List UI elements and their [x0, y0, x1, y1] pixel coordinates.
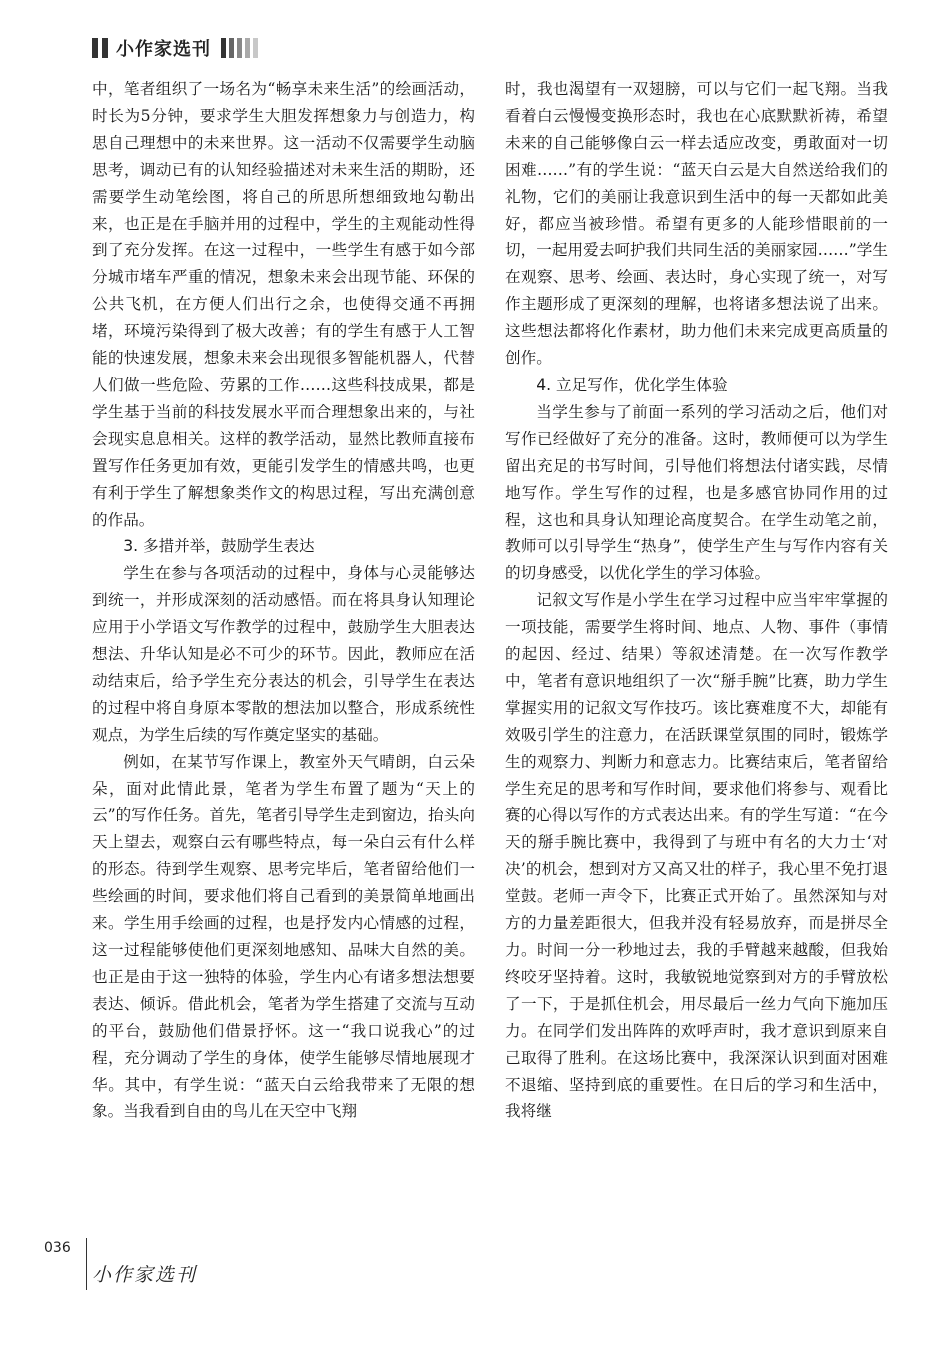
header-bars-icon	[92, 38, 108, 58]
gradient-bar	[253, 38, 258, 58]
magazine-title: 小作家选刊	[116, 39, 211, 60]
page-number: 036	[44, 1240, 71, 1256]
paragraph: 例如，在某节写作课上，教室外天气晴朗，白云朵朵，面对此情此景，笔者为学生布置了题为“天上的云”的写作任务。首先，笔者引导学生走到窗边，抬头向天上望去，观察白云有哪些特点，每一朵白云有什么样的形态。待到学生观察、思考完毕后，笔者留给他们一些绘画的时间，要求他们将自己看到的美景简单地画出来。学生用手绘画的过程，也是抒发内心情感的过程，这一过程能够使他们更深刻地感知、品味大自然的美。也正是由于这一独特的体验，学生内心有诸多想法想要表达、倾诉。借此机会，笔者为学生搭建了交流与互动的平台，鼓励他们借景抒怀。这一“我口说我心”的过程，充分调动了学生的身体，使学生能够尽情地展现才华。其中，有学生说：“蓝天白云给我带来了无限的想象。当我看到自由的鸟儿在天空中飞翔	[92, 752, 475, 1121]
footer-divider	[86, 1238, 87, 1290]
left-column	[92, 76, 475, 1125]
paragraph: 时，我也渴望有一双翅膀，可以与它们一起飞翔。当我看着白云慢慢变换形态时，我也在心底默默祈祷，希望未来的自己能够像白云一样去适应改变，勇敢面对一切困难……”有的学生说：“蓝天白云是大自然送给我们的礼物，它们的美丽让我意识到生活中的每一天都如此美好，都应当被珍惜。希望有更多的人能珍惜眼前的一切，一起用爱去呵护我们共同生活的美丽家园……”学生在观察、思考、绘画、表达时，身心实现了统一，对写作主题形成了更深刻的理解，也将诸多想法说了出来。这些想法都将化作素材，助力他们未来完成更高质量的创作。	[505, 80, 888, 368]
gradient-bar	[221, 38, 226, 58]
gradient-bar	[237, 38, 242, 58]
paragraph: 学生在参与各项活动的过程中，身体与心灵能够达到统一，并形成深刻的活动感悟。而在将具身认知理论应用于小学语文写作教学的过程中，鼓励学生大胆表达想法、升华认知是必不可少的环节。因此，教师应在活动结束后，给予学生充分表达的机会，引导学生在表达的过程中将自身原本零散的想法加以整合，形成系统性观点，为学生后续的写作奠定坚实的基础。	[92, 564, 475, 744]
header-gradient-bars-icon	[221, 38, 258, 58]
paragraph: 当学生参与了前面一系列的学习活动之后，他们对写作已经做好了充分的准备。这时，教师便可以为学生留出充足的书写时间，引导他们将想法付诸实践，尽情地写作。学生写作的过程，也是多感官协同作用的过程，这也和具身认知理论高度契合。在学生动笔之前，教师可以引导学生“热身”，使学生产生与写作内容有关的切身感受，以优化学生的学习体验。	[505, 402, 888, 583]
paragraph: 中，笔者组织了一场名为“畅享未来生活”的绘画活动，时长为5分钟，要求学生大胆发挥想象力与创造力，构思自己理想中的未来世界。这一活动不仅需要学生动脑思考，调动已有的认知经验描述对未来生活的期盼，还需要学生动笔绘图，将自己的所思所想细致地勾勒出来，也正是在手脑并用的过程中，学生的主观能动性得到了充分发挥。在这一过程中，一些学生有感于如今部分城市堵车严重的情况，想象未来会出现节能、环保的公共飞机，在方便人们出行之余，也使得交通不再拥堵，环境污染得到了极大改善；有的学生有感于人工智能的快速发展，想象未来会出现很多智能机器人，代替人们做一些危险、劳累的工作……这些科技成果，都是学生基于当前的科技发展水平而合理想象出来的，与社会现实息息相关。这样的教学活动，显然比教师直接布置写作任务更加有效，更能引发学生的情感共鸣，也更有利于学生了解想象类作文的构思过程，写出充满创意的作品。	[92, 80, 475, 529]
gradient-bar	[229, 38, 234, 58]
right-column	[505, 76, 888, 1125]
footer-logo: 小作家选刊	[92, 1264, 198, 1286]
section-heading-4: 4. 立足写作，优化学生体验	[536, 375, 728, 394]
running-header	[92, 36, 258, 60]
paragraph: 记叙文写作是小学生在学习过程中应当牢牢掌握的一项技能，需要学生将时间、地点、人物、事件（事情的起因、经过、结果）等叙述清楚。在一次写作教学中，笔者有意识地组织了一次“掰手腕”比赛，助力学生掌握实用的记叙文写作技巧。该比赛难度不大，却能有效吸引学生的注意力，在活跃课堂氛围的同时，锻炼学生的观察力、判断力和意志力。比赛结束后，笔者留给学生充足的思考和写作时间，要求他们将参与、观看比赛的心得以写作的方式表达出来。有的学生写道：“在今天的掰手腕比赛中，我得到了与班中有名的大力士‘对决’的机会，想到对方又高又壮的样子，我心里不免打退堂鼓。老师一声令下，比赛正式开始了。虽然深知与对方的力量差距很大，但我并没有轻易放弃，而是拼尽全力。时间一分一秒地过去，我的手臂越来越酸，但我始终咬牙坚持着。这时，我敏锐地觉察到对方的手臂放松了一下，于是抓住机会，用尽最后一丝力气向下施加压力。在同学们发出阵阵的欢呼声时，我才意识到原来自己取得了胜利。在这场比赛中，我深深认识到面对困难不退缩、坚持到底的重要性。在日后的学习和生活中，我将继	[505, 591, 888, 1121]
section-heading-3: 3. 多措并举，鼓励学生表达	[123, 537, 315, 556]
gradient-bar	[245, 38, 250, 58]
